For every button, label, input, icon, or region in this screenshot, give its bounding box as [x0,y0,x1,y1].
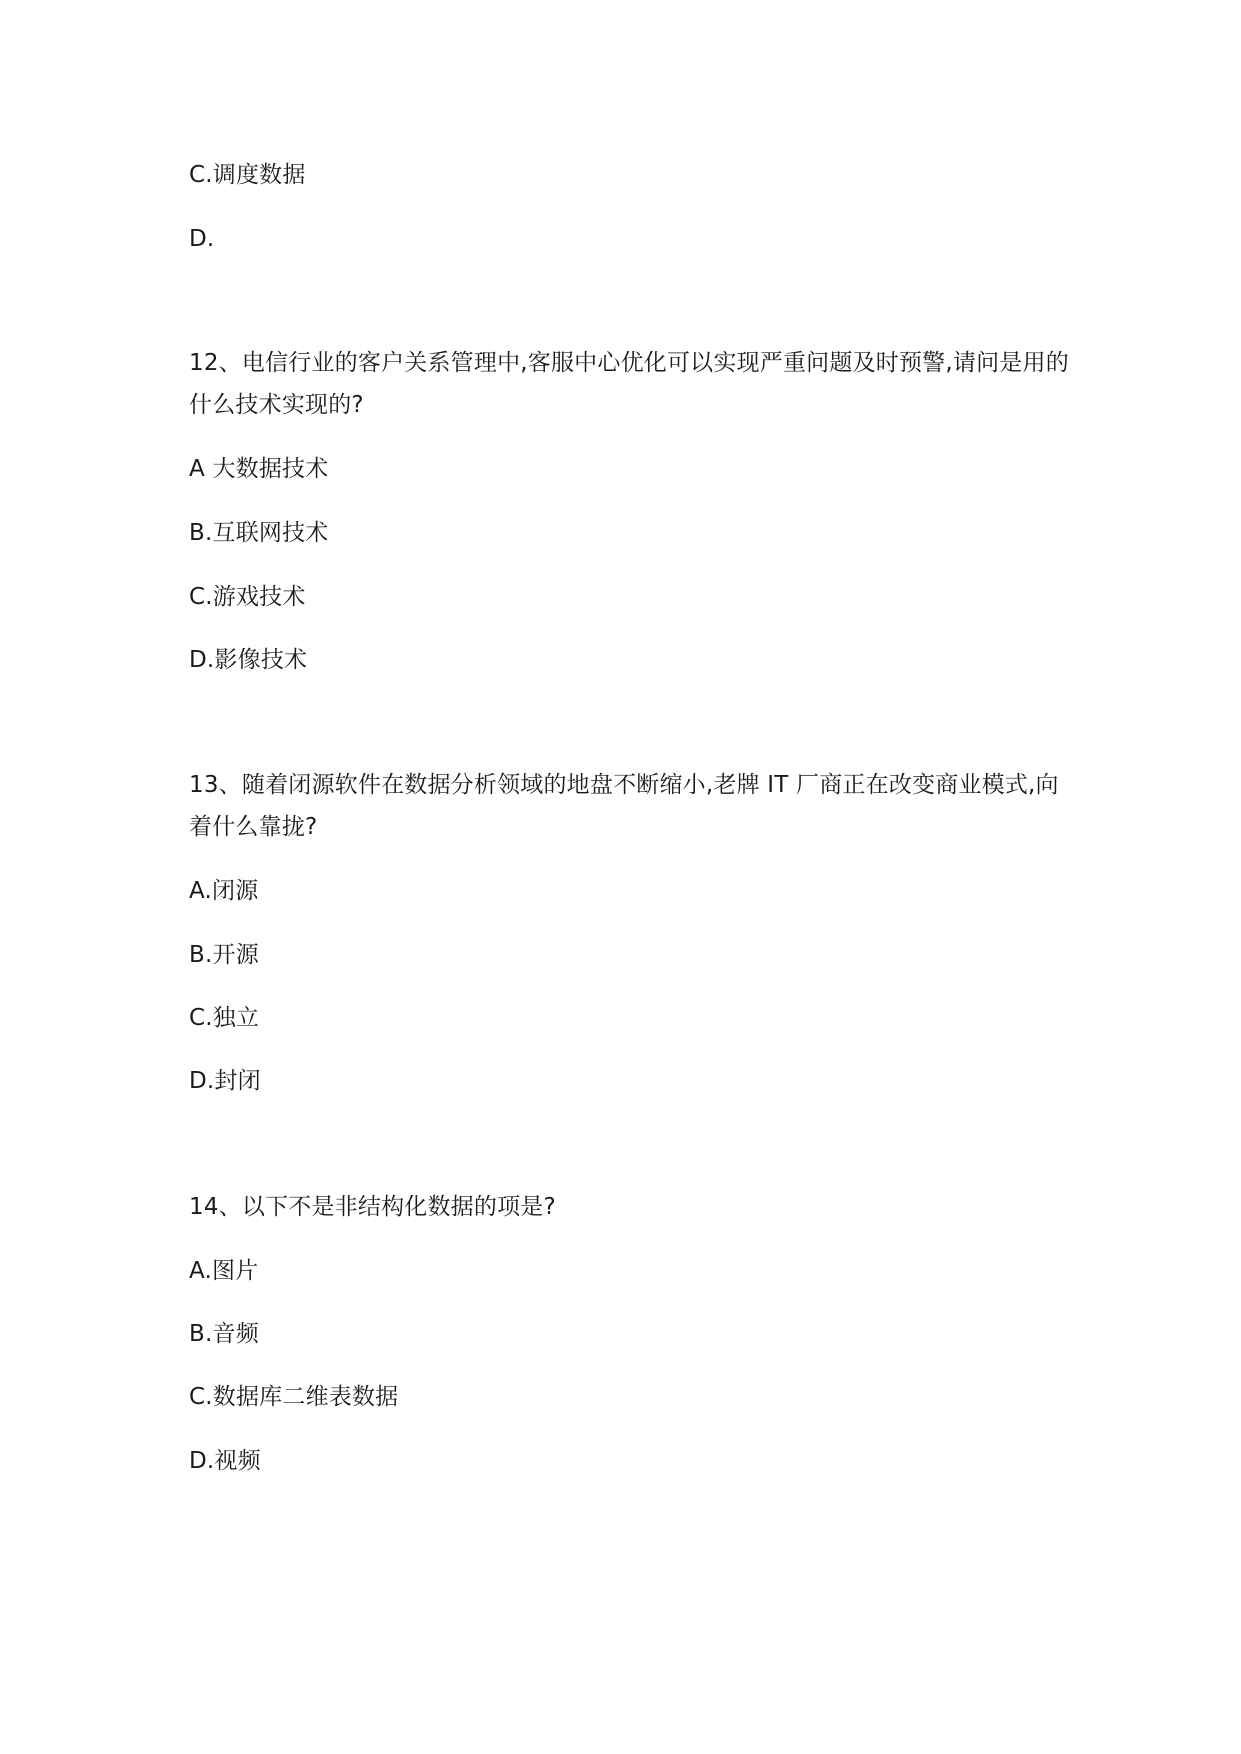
question-14-option-b: B.音频 [189,1321,259,1347]
option-c-prev: C.调度数据 [189,162,306,188]
question-12-option-d: D.影像技术 [189,647,308,673]
question-13-option-a: A.闭源 [189,878,259,904]
question-14-option-c: C.数据库二维表数据 [189,1384,399,1410]
question-13-option-b: B.开源 [189,942,259,968]
question-14-text: 14、以下不是非结构化数据的项是? [189,1194,556,1220]
option-d-prev: D. [189,226,215,252]
question-14-option-d: D.视频 [189,1448,261,1474]
question-14-option-a: A.图片 [189,1258,259,1284]
question-13-option-c: C.独立 [189,1005,260,1031]
question-12-text: 12、电信行业的客户关系管理中,客服中心优化可以实现严重问题及时预警,请问是用的什么技术实现的? [189,350,1069,418]
question-12-option-c: C.游戏技术 [189,584,306,610]
question-12-option-b: B.互联网技术 [189,520,329,546]
question-13-option-d: D.封闭 [189,1068,261,1094]
question-12-option-a: A 大数据技术 [189,456,329,482]
question-13-text: 13、随着闭源软件在数据分析领域的地盘不断缩小,老牌 IT 厂商正在改变商业模式,向着什么靠拢? [189,772,1059,840]
